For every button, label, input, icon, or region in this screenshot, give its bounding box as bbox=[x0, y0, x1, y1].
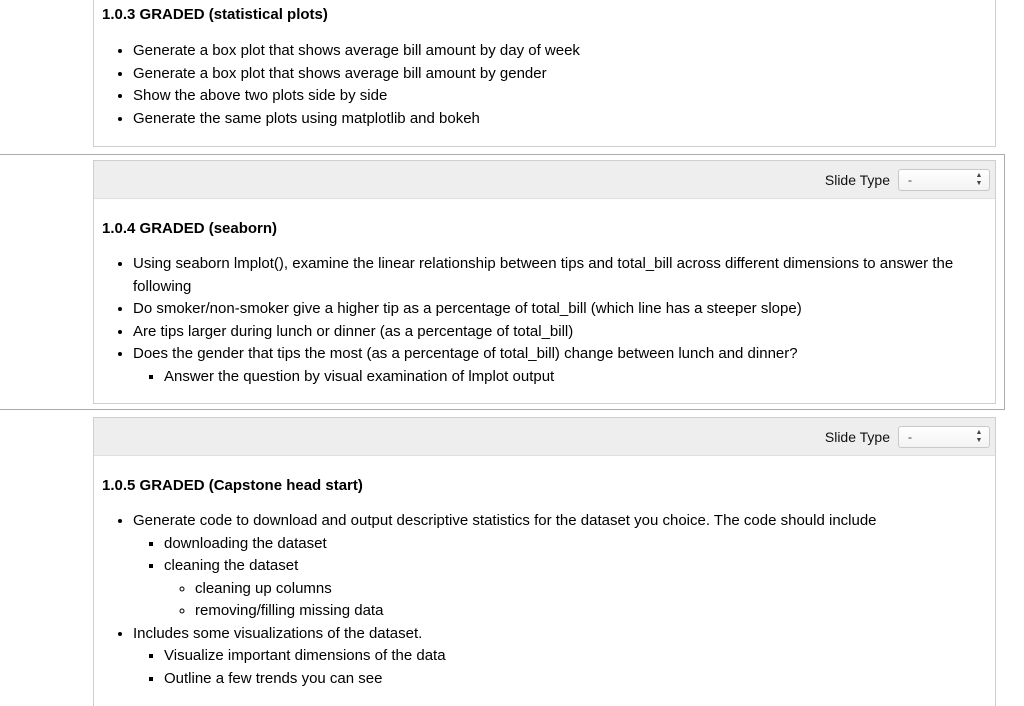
slide-type-value: - bbox=[908, 173, 912, 187]
markdown-cell-seaborn[interactable] bbox=[93, 160, 996, 404]
list-item: • Are tips larger during lunch or dinner (as a percentage of total_bill) bbox=[133, 321, 987, 344]
markdown-cell-statistical-plots[interactable] bbox=[93, 0, 996, 147]
list-item bbox=[133, 623, 987, 691]
sub-list-item: ▪ Visualize important dimensions of the data bbox=[164, 645, 987, 668]
slide-type-label: Slide Type bbox=[824, 172, 890, 188]
list-item: • Generate the same plots using matplotlib and bokeh bbox=[133, 108, 987, 131]
sub-list-item: ▪ Answer the question by visual examination of lmplot output bbox=[164, 366, 987, 389]
slide-type-select[interactable] bbox=[898, 169, 990, 191]
sub-list-item: ▪ Outline a few trends you can see bbox=[164, 668, 987, 691]
sub-sub-list-item: ◦ cleaning up columns bbox=[195, 578, 987, 601]
list-item: • Generate a box plot that shows average bill amount by gender bbox=[133, 63, 987, 86]
list-item-text: Does the gender that tips the most (as a percentage of total_bill) change between lunch and dinner? bbox=[133, 345, 798, 362]
sub-list-item bbox=[164, 555, 987, 623]
list-item: • Do smoker/non-smoker give a higher tip as a percentage of total_bill (which line has a steeper slope) bbox=[133, 298, 987, 321]
cell-toolbar bbox=[94, 161, 995, 199]
sub-list-item: ▪ downloading the dataset bbox=[164, 533, 987, 556]
select-arrows-icon: ▲ ▼ bbox=[975, 172, 983, 187]
slide-type-value: - bbox=[908, 430, 912, 444]
markdown-cell-capstone[interactable] bbox=[93, 417, 996, 706]
sub-list-item-text: cleaning the dataset bbox=[164, 557, 299, 574]
list-item-text: Generate code to download and output descriptive statistics for the dataset you choice. The code should include bbox=[133, 512, 877, 529]
slide-type-select[interactable] bbox=[898, 426, 990, 448]
cell-heading: 1.0.5 GRADED (Capstone head start) bbox=[102, 477, 363, 494]
list-item: • Show the above two plots side by side bbox=[133, 85, 987, 108]
list-item-text: Includes some visualizations of the dataset. bbox=[133, 624, 423, 642]
list-item bbox=[133, 510, 987, 623]
list-item: • Using seaborn lmplot(), examine the linear relationship between tips and total_bill across different dimensions to answer the following bbox=[133, 253, 987, 298]
cell-heading: 1.0.3 GRADED (statistical plots) bbox=[102, 6, 328, 23]
select-arrows-icon: ▲ ▼ bbox=[975, 429, 983, 444]
cell-toolbar bbox=[94, 418, 995, 456]
sub-sub-list-item: ◦ removing/filling missing data bbox=[195, 600, 987, 623]
list-item: • Generate a box plot that shows average bill amount by day of week bbox=[133, 40, 987, 63]
slide-type-label: Slide Type bbox=[824, 429, 890, 445]
list-item bbox=[133, 343, 987, 388]
cell-heading: 1.0.4 GRADED (seaborn) bbox=[102, 220, 278, 237]
